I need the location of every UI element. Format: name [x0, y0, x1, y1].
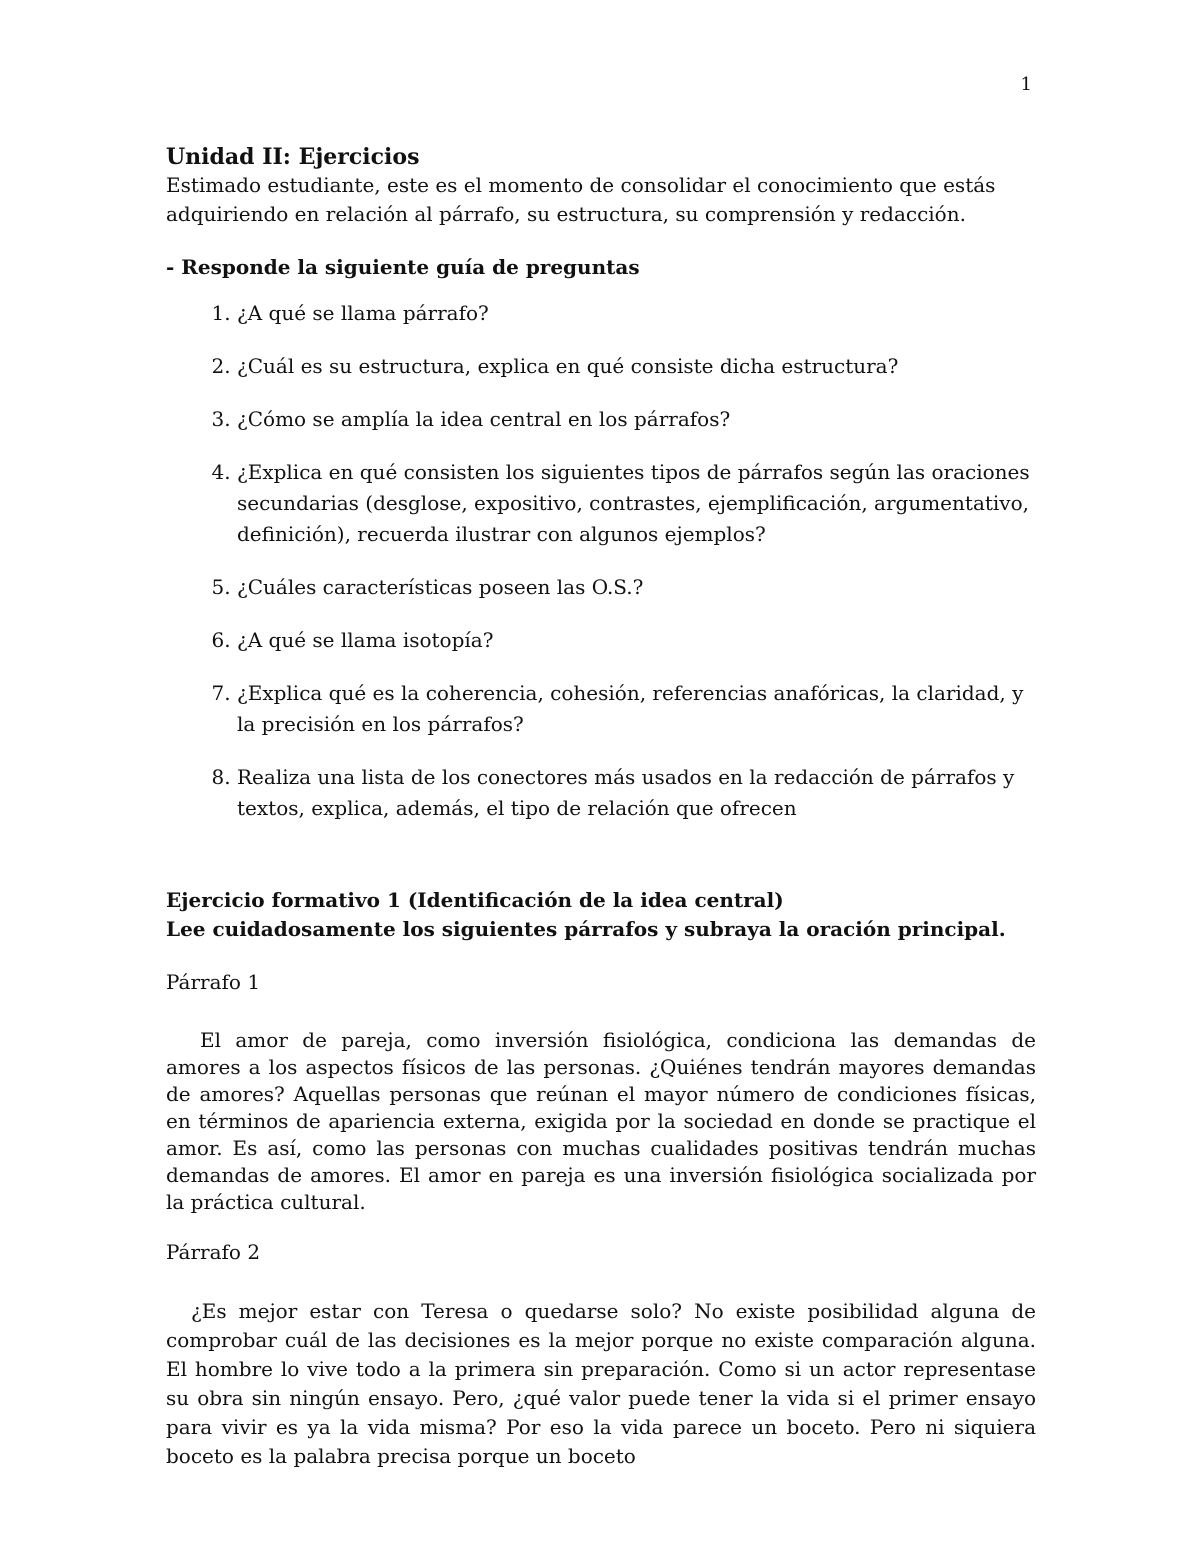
paragraph-label: Párrafo 2 [166, 1240, 261, 1264]
question-item: 1. ¿A qué se llama párrafo? [237, 298, 1036, 329]
intro-text: Estimado estudiante, este es el momento de consolidar el conocimiento que estás adquiriendo en relación al párrafo, su estructura, su comprensión y redacción. [166, 173, 996, 226]
question-item: 5. ¿Cuáles características poseen las O.S.? [237, 572, 1036, 603]
question-item: 4. ¿Explica en qué consisten los siguientes tipos de párrafos según las oraciones secundarias (desglose, expositivo, contrastes, ejemplificación, argumentativo, definición), recuerda ilustrar con algunos ejemplos? [237, 457, 1036, 550]
question-item: 2. ¿Cuál es su estructura, explica en qué consiste dicha estructura? [237, 351, 1036, 382]
question-item: 8. Realiza una lista de los conectores más usados en la redacción de párrafos y textos, explica, además, el tipo de relación que ofrecen [237, 762, 1036, 824]
exercise-heading [166, 886, 1036, 944]
exercise-instruction: Lee cuidadosamente los siguientes párrafos y subraya la oración principal. [166, 917, 1006, 941]
guide-instruction: - Responde la siguiente guía de preguntas [166, 255, 640, 279]
question-item: 7. ¿Explica qué es la coherencia, cohesión, referencias anafóricas, la claridad, y la precisión en los párrafos? [237, 678, 1036, 740]
page-number: 1 [1020, 74, 1032, 95]
page-content [166, 143, 1036, 1471]
page-title: Unidad II: Ejercicios [166, 144, 420, 170]
paragraph-text: ¿Es mejor estar con Teresa o quedarse solo? No existe posibilidad alguna de comprobar cuál de las decisiones es la mejor porque no existe comparación alguna. El hombre lo vive todo a la primera sin preparación. Como si un actor representase su obra sin ningún ensayo. Pero, ¿qué valor puede tener la vida si el primer ensayo para vivir es ya la vida misma? Por eso la vida parece un boceto. Pero ni siquiera boceto es la palabra precisa porque un boceto [166, 1299, 1036, 1468]
exercise-title: Ejercicio formativo 1 (Identificación de la idea central) [166, 888, 784, 912]
question-item: 6. ¿A qué se llama isotopía? [237, 625, 1036, 656]
paragraph-label: Párrafo 1 [166, 970, 261, 994]
question-list [166, 298, 1036, 824]
paragraph-text: El amor de pareja, como inversión fisiológica, condiciona las demandas de amores a los aspectos físicos de las personas. ¿Quiénes tendrán mayores demandas de amores? Aquellas personas que reúnan el mayor número de condiciones físicas, en términos de apariencia externa, exigida por la sociedad en donde se practique el amor. Es así, como las personas con muchas cualidades positivas tendrán muchas demandas de amores. El amor en pareja es una inversión fisiológica socializada por la práctica cultural. [166, 1028, 1036, 1214]
question-item: 3. ¿Cómo se amplía la idea central en los párrafos? [237, 404, 1036, 435]
